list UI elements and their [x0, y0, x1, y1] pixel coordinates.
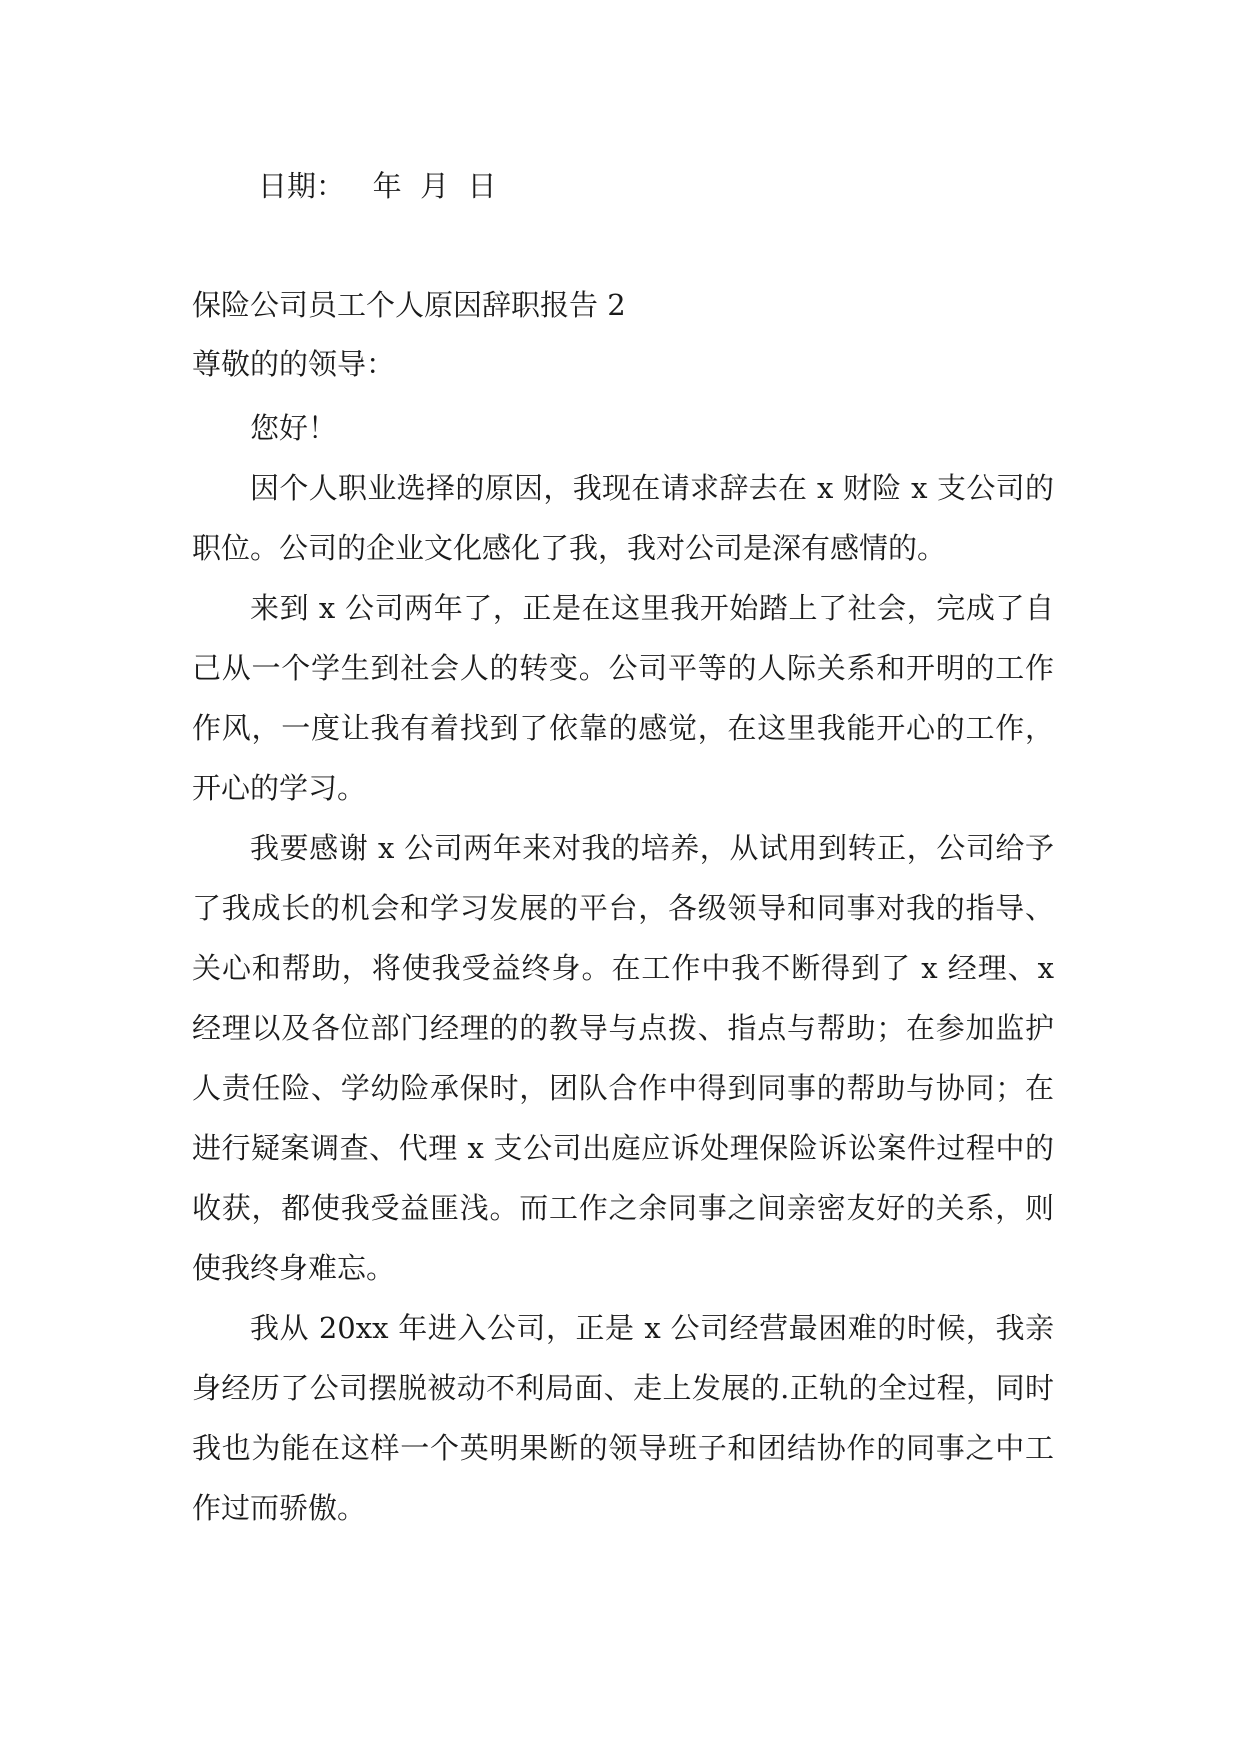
body-paragraph: 因个人职业选择的原因，我现在请求辞去在 x 财险 x 支公司的职位。公司的企业文化感化了我，我对公司是深有感情的。: [192, 471, 1054, 565]
report-title: 保险公司员工个人原因辞职报告 2: [192, 288, 626, 322]
body-paragraph: 我要感谢 x 公司两年来对我的培养，从试用到转正，公司给予了我成长的机会和学习发展的平台，各级领导和同事对我的指导、关心和帮助，将使我受益终身。在工作中我不断得到了 x 经理、x 经理以及各位部门经理的的教导与点拨、指点与帮助；在参加监护人责任险、学幼险承保时，团队合作中得到同事的帮助与协同；在进行疑案调查、代理 x 支公司出庭应诉处理保险诉讼案件过程中的收获，都使我受益匪浅。而工作之余同事之间亲密友好的关系，则使我终身难忘。: [192, 831, 1054, 1285]
salutation: 尊敬的的领导：: [192, 347, 396, 381]
date-line: 日期： 年 月 日: [258, 169, 497, 203]
letter-body: [192, 398, 1054, 1538]
greeting-paragraph: 您好！: [250, 411, 338, 445]
body-paragraph: 来到 x 公司两年了，正是在这里我开始踏上了社会，完成了自己从一个学生到社会人的转变。公司平等的人际关系和开明的工作作风，一度让我有着找到了依靠的感觉，在这里我能开心的工作，开心的学习。: [192, 591, 1054, 805]
body-paragraph: 我从 20xx 年进入公司，正是 x 公司经营最困难的时候，我亲身经历了公司摆脱被动不利局面、走上发展的.正轨的全过程，同时我也为能在这样一个英明果断的领导班子和团结协作的同事之中工作过而骄傲。: [192, 1311, 1054, 1525]
